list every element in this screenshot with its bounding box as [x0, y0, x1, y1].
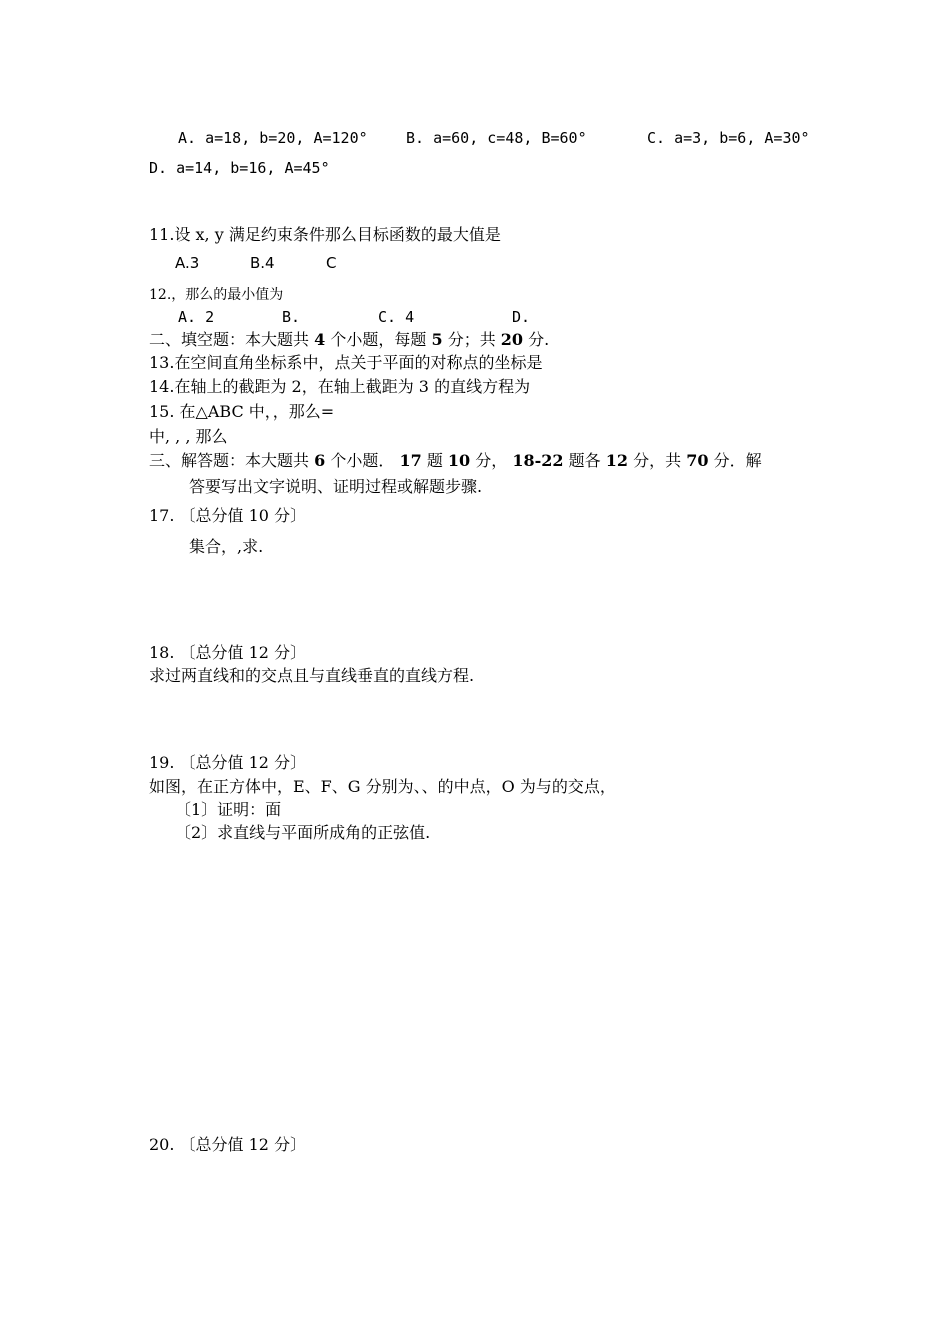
q11-option-c: C [326, 254, 337, 272]
section-2-count: 4 [314, 330, 326, 349]
q12-option-a: A. 2 [178, 308, 215, 326]
q12-option-c: C. 4 [378, 308, 415, 326]
section-3-points-total: 70 [686, 451, 709, 470]
q13-text: 13.在空间直角坐标系中，点关于平面的对称点的坐标是 [149, 353, 543, 372]
q18-body: 求过两直线和的交点且与直线垂直的直线方程. [149, 666, 475, 685]
q18-heading: 18. 〔总分值 12 分〕 [149, 643, 307, 662]
section-2-points-each: 5 [431, 330, 443, 349]
section-2-text-2: 个小题，每题 [330, 330, 427, 349]
q12-option-d: D. [512, 308, 531, 326]
section-3-text-4: 分， [475, 451, 508, 470]
q11-option-a: A.3 [175, 254, 200, 272]
section-3-points-each: 12 [605, 451, 629, 470]
q17-heading: 17. 〔总分值 10 分〕 [149, 506, 307, 525]
section-3-text-2: 个小题． [330, 451, 395, 470]
section-3-q17-points: 10 [447, 451, 471, 470]
section-2-text-1: 二、填空题：本大题共 [149, 330, 310, 349]
q10-option-b: B. a=60, c=48, B=60° [406, 129, 587, 147]
section-3-q17-number: 17 [399, 451, 422, 470]
q19-subquestion-2: 〔2〕求直线与平面所成角的正弦值. [175, 823, 431, 842]
q15-text: 15. 在△ABC 中，，那么= [149, 402, 335, 421]
q19-heading: 19. 〔总分值 12 分〕 [149, 753, 307, 772]
q17-body: 集合，,求. [189, 537, 264, 556]
q12-stem: 12.，那么的最小值为 [149, 287, 284, 303]
q10-option-d: D. a=14, b=16, A=45° [149, 159, 330, 177]
section-2-heading [149, 330, 549, 350]
section-2-text-3: 分；共 [447, 330, 496, 349]
q14-text: 14.在轴上的截距为 2，在轴上截距为 3 的直线方程为 [149, 377, 531, 396]
q19-subquestion-1: 〔1〕证明：面 [175, 800, 282, 819]
q11-option-b: B.4 [250, 254, 275, 272]
q16-text: 中, , , 那么 [149, 427, 228, 446]
q10-option-c: C. a=3, b=6, A=30° [647, 129, 810, 147]
q20-heading: 20. 〔总分值 12 分〕 [149, 1135, 307, 1154]
section-3-text-7: 分．解 [713, 451, 762, 470]
section-2-points-total: 20 [500, 330, 524, 349]
q11-stem: 11.设 x, y 满足约束条件那么目标函数的最大值是 [149, 225, 501, 244]
section-3-heading [149, 451, 762, 471]
section-3-text-3: 题 [426, 451, 443, 470]
q12-option-b: B. [282, 308, 301, 326]
q19-body: 如图，在正方体中，E、F、G 分别为、、的中点，O 为与的交点， [149, 777, 616, 796]
section-3-text-1: 三、解答题：本大题共 [149, 451, 310, 470]
section-2-text-4: 分. [528, 330, 550, 349]
section-3-text-6: 分，共 [633, 451, 682, 470]
q10-option-a: A. a=18, b=20, A=120° [178, 129, 368, 147]
section-3-count: 6 [314, 451, 326, 470]
section-3-instruction: 答要写出文字说明、证明过程或解题步骤. [189, 477, 483, 496]
section-3-range: 18-22 [512, 451, 564, 470]
section-3-text-5: 题各 [568, 451, 601, 470]
